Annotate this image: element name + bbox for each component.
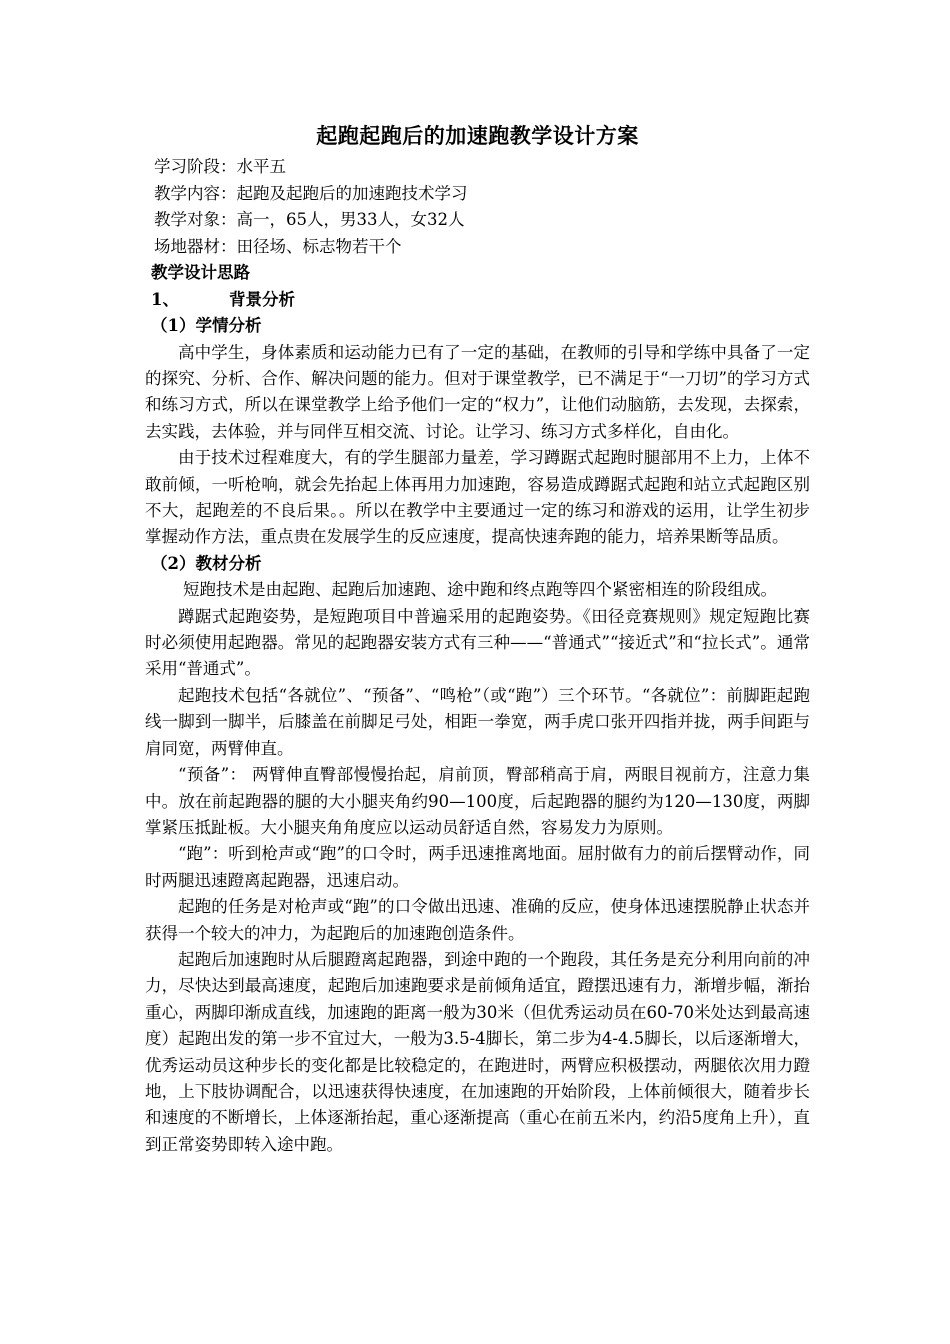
paragraph: 起跑后加速跑时从后腿蹬离起跑器，到途中跑的一个跑段，其任务是充分利用向前的冲力，尽快达到最高速度，起跑后加速跑要求是前倾角适宜，蹬摆迅速有力，渐增步幅，渐抬重心，两脚印渐成直线，加速跑的距离一般为30米（但优秀运动员在60-70米处达到最高速度）起跑出发的第一步不宜过大，一般为3.5-4脚长，第二步为4-4.5脚长，以后逐渐增大，优秀运动员这种步长的变化都是比较稳定的，在跑进时，两臂应积极摆动，两腿依次用力蹬地，上下肢协调配合，以迅速获得快速度，在加速跑的开始阶段，上体前倾很大，随着步长和速度的不断增长，上体逐渐抬起，重心逐渐提高（重心在前五米内，约沿5度角上升），直到正常姿势即转入途中跑。 (145, 949, 810, 1154)
meta-study-stage: 学习阶段：水平五 (154, 157, 286, 176)
sub-heading-number: 1、 (151, 289, 179, 309)
part1-heading: （1）学情分析 (151, 316, 262, 335)
document-title: 起跑起跑后的加速跑教学设计方案 (316, 123, 639, 148)
meta-venue-equipment: 场地器材：田径场、标志物若干个 (154, 236, 402, 256)
paragraph: 蹲踞式起跑姿势，是短跑项目中普遍采用的起跑姿势。《田径竞赛规则》规定短跑比赛时必须使用起跑器。常见的起跑器安装方式有三种——“普通式”“接近式”和“拉长式”。通常采用“普通式”。 (145, 606, 810, 679)
paragraph: 起跑的任务是对枪声或“跑”的口令做出迅速、准确的反应，使身体迅速摆脱静止状态并获得一个较大的冲力，为起跑后的加速跑创造条件。 (145, 897, 810, 943)
sub-heading-text: 背景分析 (228, 289, 295, 309)
part2-heading: （2）教材分析 (151, 553, 262, 573)
paragraph: “预备”： 两臂伸直臀部慢慢抬起，肩前顶，臀部稍高于肩，两眼目视前方，注意力集中。放在前起跑器的腿的大小腿夹角约90—100度，后起跑器的腿约为120—130度，两脚掌紧压抵趾板。大小腿夹角角度应以运动员舒适自然，容易发力为原则。 (145, 765, 810, 837)
paragraph: 起跑技术包括“各就位”、“预备”、“鸣枪”（或“跑”）三个环节。“各就位”：前脚距起跑线一脚到一脚半，后膝盖在前脚足弓处，相距一拳宽，两手虎口张开四指并拢，两手间距与肩同宽，两臂伸直。 (145, 685, 810, 758)
sub-heading (145, 287, 810, 314)
meta-teaching-content: 教学内容：起跑及起跑后的加速跑技术学习 (154, 183, 468, 203)
paragraph: 高中学生，身体素质和运动能力已有了一定的基础，在教师的引导和学练中具备了一定的探究、分析、合作、解决问题的能力。但对于课堂教学，已不满足于“一刀切”的学习方式和练习方式，所以在课堂教学上给予他们一定的“权力”，让他们动脑筋，去发现，去探索，去实践，去体验，并与同伴互相交流、讨论。让学习、练习方式多样化，自由化。 (145, 342, 810, 441)
paragraph: “跑”：听到枪声或“跑”的口令时，两手迅速推离地面。屈肘做有力的前后摆臂动作，同时两腿迅速蹬离起跑器，迅速启动。 (145, 844, 810, 890)
document-page (145, 118, 810, 1158)
paragraph: 短跑技术是由起跑、起跑后加速跑、途中跑和终点跑等四个紧密相连的阶段组成。 (182, 580, 777, 600)
section-heading: 教学设计思路 (151, 263, 250, 282)
paragraph: 由于技术过程难度大，有的学生腿部力量差，学习蹲踞式起跑时腿部用不上力，上体不敢前倾，一听枪响，就会先抬起上体再用力加速跑，容易造成蹲踞式起跑和站立式起跑区别不大，起跑差的不良后果。。所以在教学中主要通过一定的练习和游戏的运用，让学生初步掌握动作方法，重点贵在发展学生的反应速度，提高快速奔跑的能力，培养果断等品质。 (145, 448, 810, 547)
meta-teaching-target: 教学对象：高一，65人，男33人，女32人 (154, 210, 465, 229)
